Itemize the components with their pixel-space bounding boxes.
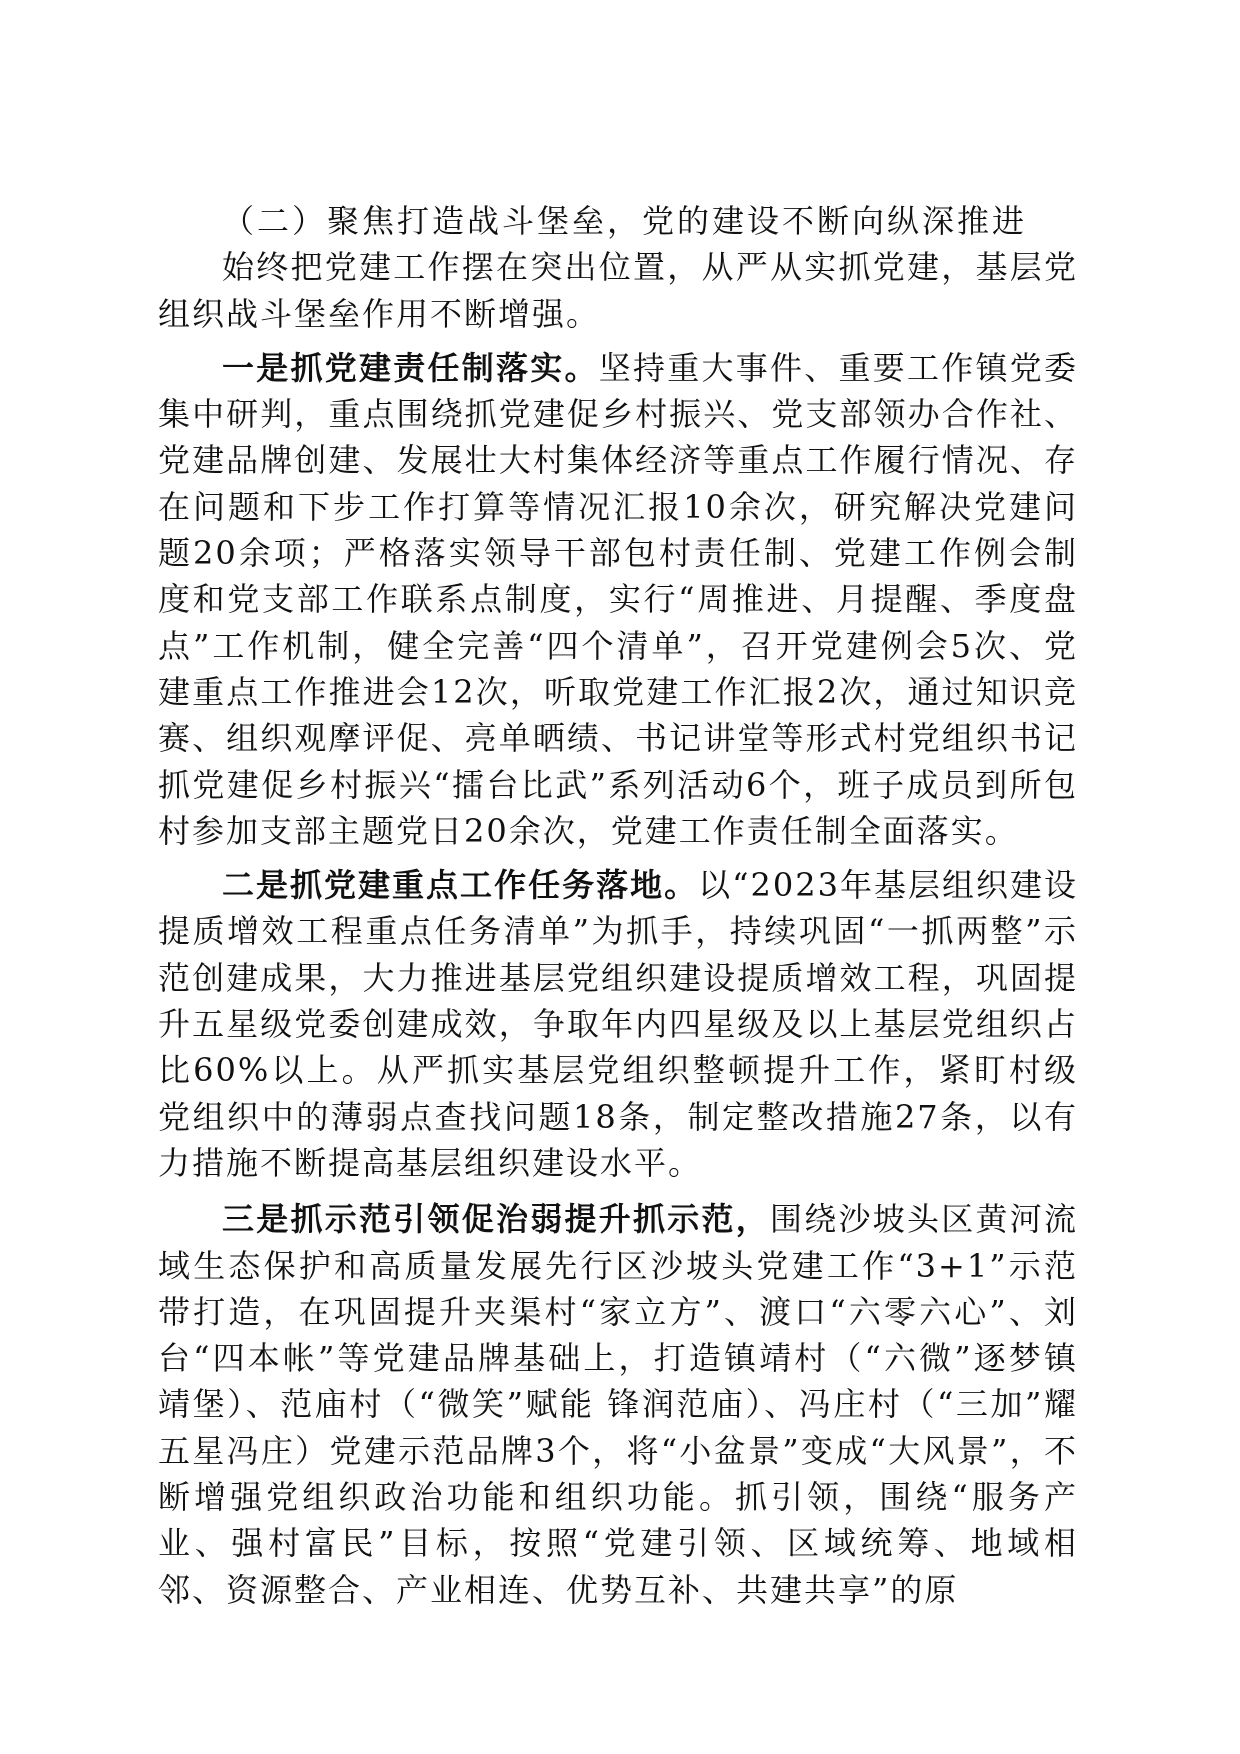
paragraph-1-body: 坚持重大事件、重要工作镇党委集中研判，重点围绕抓党建促乡村振兴、党支部领办合作社、党建品牌创建、发展壮大村集体经济等重点工作履行情况、存在问题和下步工作打算等情况汇报10余次，研究解决党建问题20余项；严格落实领导干部包村责任制、党建工作例会制度和党支部工作联系点制度，实行“周推进、月提醒、季度盘点”工作机制，健全完善“四个清单”，召开党建例会5次、党建重点工作推进会12次，听取党建工作汇报2次，通过知识竞赛、组织观摩评促、亮单晒绩、书记讲堂等形式村党组织书记抓党建促乡村振兴“擂台比武”系列活动6个，班子成员到所包村参加支部主题党日20余次，党建工作责任制全面落实。 xyxy=(158,348,1078,850)
paragraph-3-lead: 三是抓示范引领促治弱提升抓示范， xyxy=(222,1200,770,1239)
paragraph-2-body: 以“2023年基层组织建设提质增效工程重点任务清单”为抓手，持续巩固“一抓两整”示范创建成果，大力推进基层党组织建设提质增效工程，巩固提升五星级党委创建成效，争取年内四星级及以上基层党组织占比60%以上。从严抓实基层党组织整顿提升工作，紧盯村级党组织中的薄弱点查找问题18条，制定整改措施27条，以有力措施不断提高基层组织建设水平。 xyxy=(158,866,1078,1182)
paragraph-1-lead: 一是抓党建责任制落实。 xyxy=(222,348,599,387)
paragraph-3-body: 围绕沙坡头区黄河流域生态保护和高质量发展先行区沙坡头党建工作“3+1”示范带打造，在巩固提升夹渠村“家立方”、渡口“六零六心”、刘台“四本帐”等党建品牌基础上，打造镇靖村（“六微”逐梦镇靖堡）、范庙村（“微笑”赋能 锋润范庙）、冯庄村（“三加”耀五星冯庄）党建示范品牌3个，将“小盆景”变成“大风景”，不断增强党组织政治功能和组织功能。抓引领，围绕“服务产业、强村富民”目标，按照“党建引领、区域统筹、地域相邻、资源整合、产业相连、优势互补、共建共享”的原 xyxy=(158,1200,1078,1609)
paragraph-1 xyxy=(158,345,1078,854)
paragraph-2 xyxy=(158,862,1078,1186)
intro-paragraph: 始终把党建工作摆在突出位置，从严从实抓党建，基层党组织战斗堡垒作用不断增强。 xyxy=(158,248,1078,333)
document-body xyxy=(158,198,1078,1613)
section-title: （二）聚焦打造战斗堡垒，党的建设不断向纵深推进 xyxy=(222,202,1028,240)
paragraph-2-lead: 二是抓党建重点工作任务落地。 xyxy=(222,866,699,905)
paragraph-3 xyxy=(158,1196,1078,1613)
